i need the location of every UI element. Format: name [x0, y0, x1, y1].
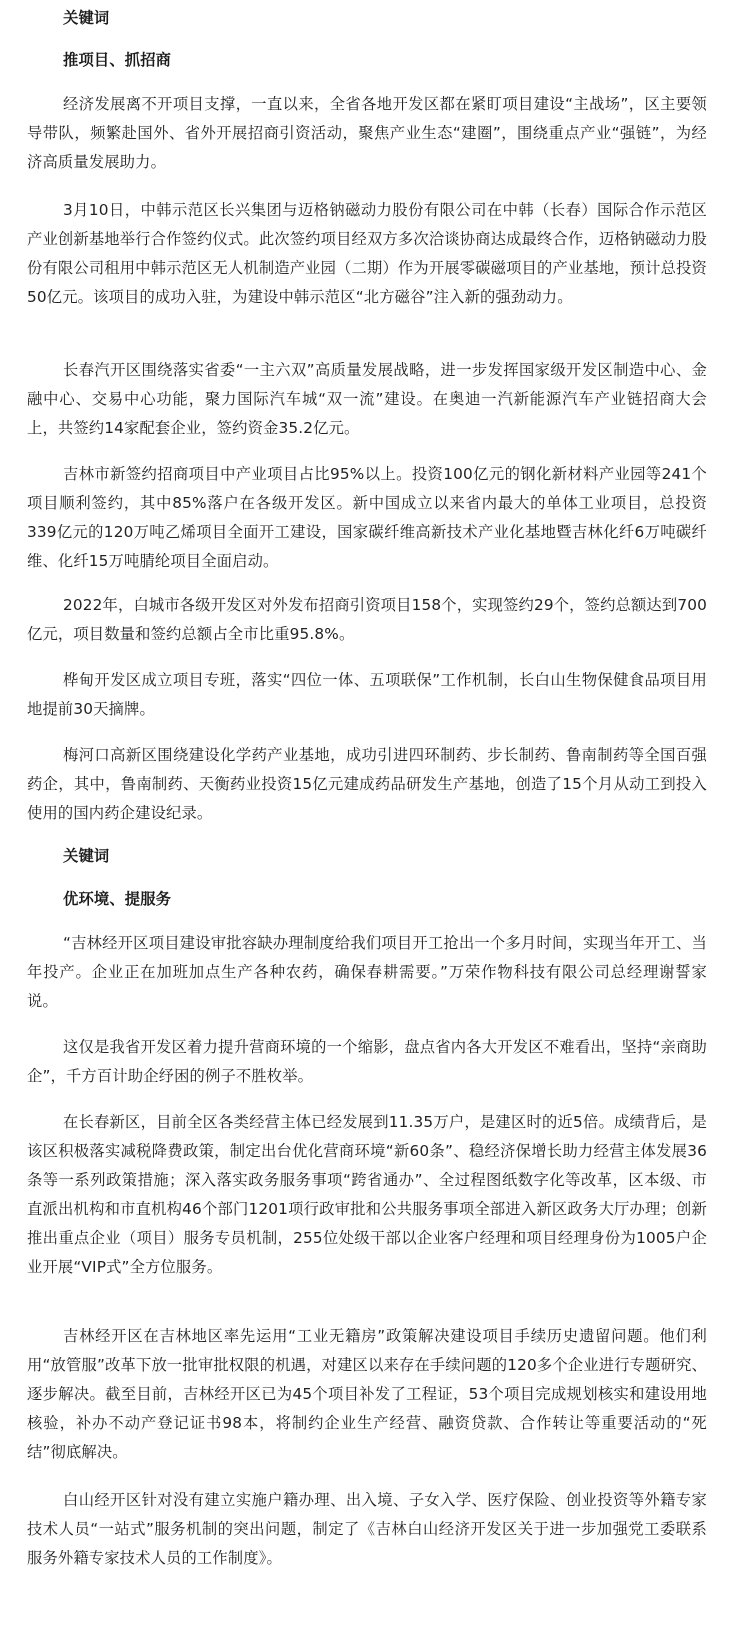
section-title: 推项目、抓招商 — [63, 51, 172, 69]
paragraph: 吉林经开区在吉林地区率先运用“工业无籍房”政策解决建设项目手续历史遗留问题。他们利用“放管服”改革下放一批审批权限的机遇，对建区以来存在手续问题的120多个企业进行专题研究、逐步解决。截至目前，吉林经开区已为45个项目补发了工程证，53个项目完成规划核实和建设用地核验，补办不动产登记证书98本，将制约企业生产经营、融资贷款、合作转让等重要活动的“死结”彻底解决。 — [27, 1327, 707, 1461]
paragraph: 在长春新区，目前全区各类经营主体已经发展到11.35万户，是建区时的近5倍。成绩背后，是该区积极落实减税降费政策，制定出台优化营商环境“新60条”、稳经济保增长助力经营主体发展36条等一系列政策措施；深入落实政务服务事项“跨省通办”、全过程图纸数字化等改革，区本级、市直派出机构和市直机构46个部门1201项行政审批和公共服务事项全部进入新区政务大厅办理；创新推出重点企业（项目）服务专员机制，255位处级干部以企业客户经理和项目经理身份为1005户企业开展“VIP式”全方位服务。 — [27, 1113, 707, 1276]
paragraph: “吉林经开区项目建设审批容缺办理制度给我们项目开工抢出一个多月时间，实现当年开工、当年投产。企业正在加班加点生产各种农药，确保春耕需要。”万荣作物科技有限公司总经理谢誓家说。 — [27, 934, 707, 1010]
keyword-label: 关键词 — [63, 847, 110, 865]
paragraph: 3月10日，中韩示范区长兴集团与迈格钠磁动力股份有限公司在中韩（长春）国际合作示范区产业创新基地举行合作签约仪式。此次签约项目经双方多次洽谈协商达成最终合作，迈格钠磁动力股份有限公司租用中韩示范区无人机制造产业园（二期）作为开展零碳磁项目的产业基地，预计总投资50亿元。该项目的成功入驻，为建设中韩示范区“北方磁谷”注入新的强劲动力。 — [27, 201, 707, 306]
paragraph: 白山经开区针对没有建立实施户籍办理、出入境、子女入学、医疗保险、创业投资等外籍专家技术人员“一站式”服务机制的突出问题，制定了《吉林白山经济开发区关于进一步加强党工委联系服务外籍专家技术人员的工作制度》。 — [27, 1491, 707, 1567]
paragraph: 吉林市新签约招商项目中产业项目占比95%以上。投资100亿元的钢化新材料产业园等241个项目顺利签约，其中85%落户在各级开发区。新中国成立以来省内最大的单体工业项目，总投资339亿元的120万吨乙烯项目全面开工建设，国家碳纤维高新技术产业化基地暨吉林化纤6万吨碳纤维、化纤15万吨腈纶项目全面启动。 — [27, 465, 707, 570]
section-title: 优环境、提服务 — [63, 890, 172, 908]
paragraph: 桦甸开发区成立项目专班，落实“四位一体、五项联保”工作机制，长白山生物保健食品项目用地提前30天摘牌。 — [27, 671, 707, 718]
paragraph: 2022年，白城市各级开发区对外发布招商引资项目158个，实现签约29个，签约总额达到700亿元，项目数量和签约总额占全市比重95.8%。 — [27, 596, 707, 643]
paragraph: 经济发展离不开项目支撑，一直以来，全省各地开发区都在紧盯项目建设“主战场”，区主要领导带队，频繁赴国外、省外开展招商引资活动，聚焦产业生态“建圈”，围绕重点产业“强链”，为经济高质量发展助力。 — [27, 95, 707, 171]
paragraph: 梅河口高新区围绕建设化学药产业基地，成功引进四环制药、步长制药、鲁南制药等全国百强药企，其中，鲁南制药、天衡药业投资15亿元建成药品研发生产基地，创造了15个月从动工到投入使用的国内药企建设纪录。 — [27, 746, 707, 822]
paragraph: 这仅是我省开发区着力提升营商环境的一个缩影，盘点省内各大开发区不难看出，坚持“亲商助企”，千方百计助企纾困的例子不胜枚举。 — [27, 1038, 707, 1085]
paragraph: 长春汽开区围绕落实省委“一主六双”高质量发展战略，进一步发挥国家级开发区制造中心、金融中心、交易中心功能，聚力国际汽车城“双一流”建设。在奥迪一汽新能源汽车产业链招商大会上，共签约14家配套企业，签约资金35.2亿元。 — [27, 361, 707, 437]
keyword-label: 关键词 — [63, 9, 110, 27]
